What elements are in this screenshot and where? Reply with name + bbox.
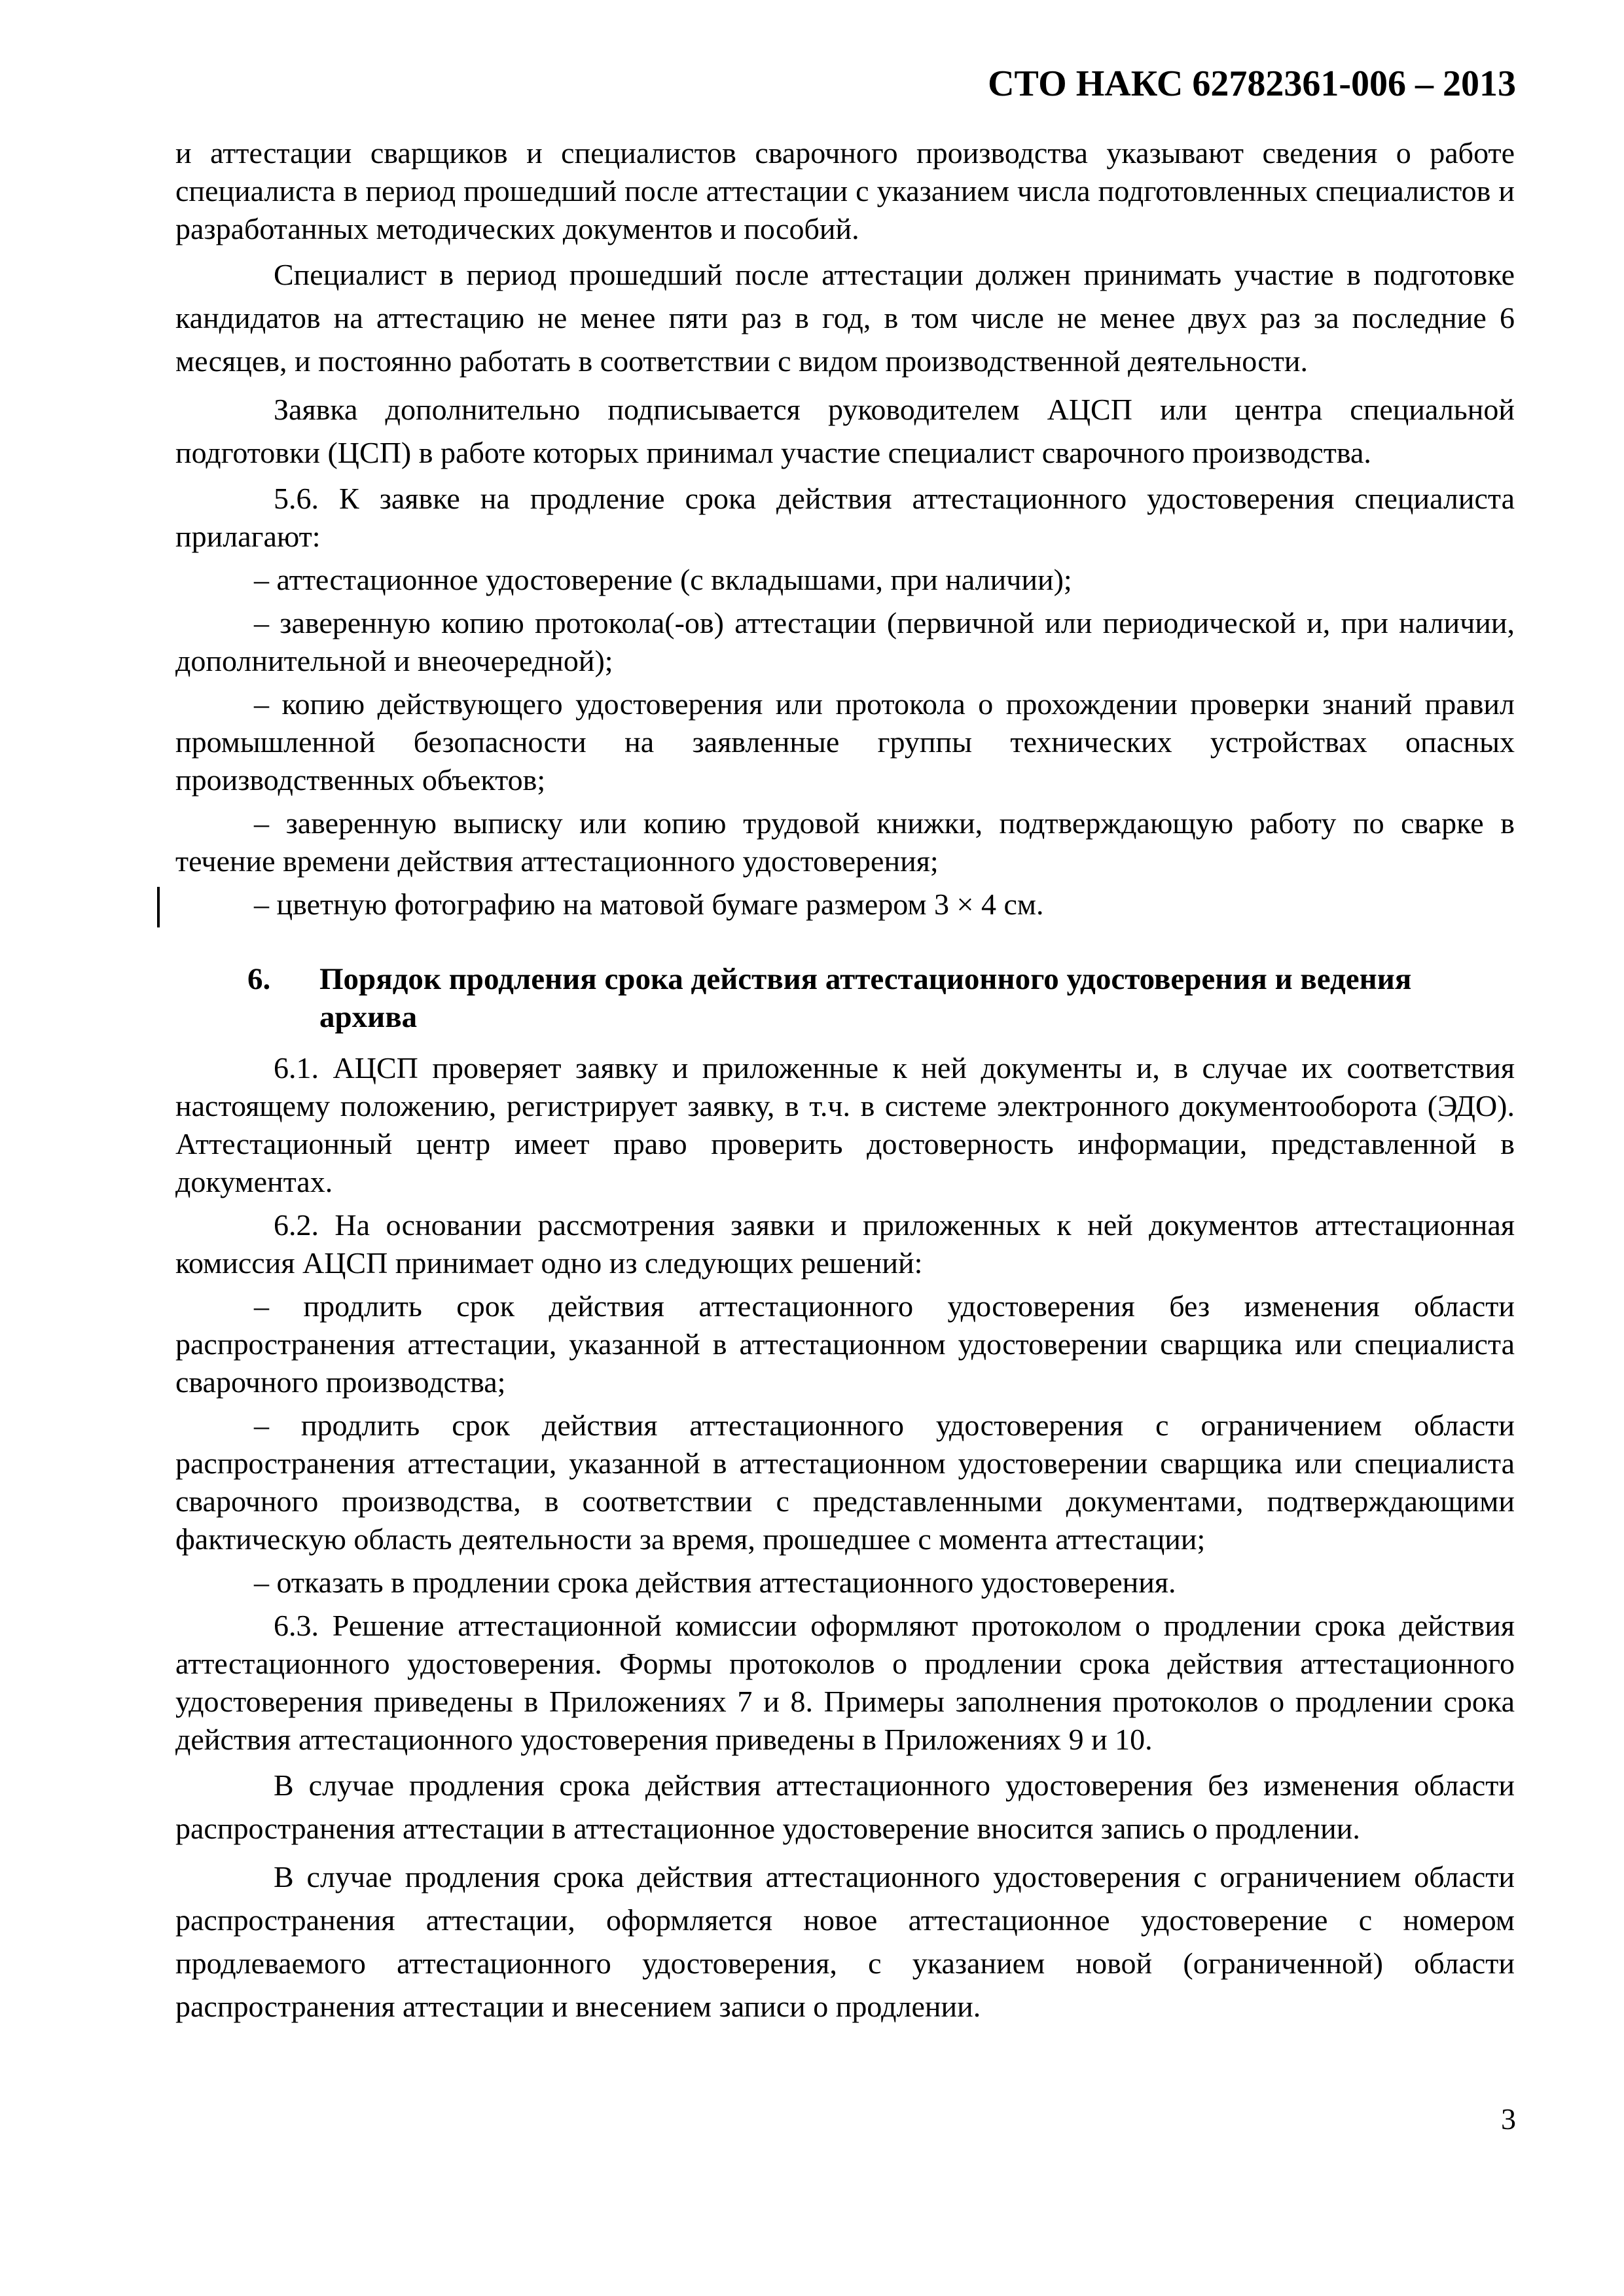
paragraph-6-2: 6.2. На основании рассмотрения заявки и приложенных к ней документов аттестационная комиссия АЦСП принимает одно из следующих решений: [175, 1208, 1515, 1280]
list-item-safety-certificate: – копию действующего удостоверения или протокола о прохождении проверки знаний правил промышленной безопасности на заявленные группы технических устройствах опасных производственных объектов; [175, 687, 1515, 797]
list-item-refuse-extension: – отказать в продлении срока действия аттестационного удостоверения. [254, 1566, 1176, 1599]
section-6-number: 6. [247, 962, 271, 996]
paragraph-6-1: 6.1. АЦСП проверяет заявку и приложенные к ней документы и, в случае их соответствия настоящему положению, регистрирует заявку, в т.ч. в системе электронного документооборота (ЭДО). Аттестационный центр имеет право проверить достоверность информации, представленной в документах. [175, 1051, 1515, 1198]
section-6-title: Порядок продления срока действия аттестационного удостоверения и ведения архива [319, 962, 1412, 1034]
paragraph-5-6: 5.6. К заявке на продление срока действия аттестационного удостоверения специалиста прилагают: [175, 482, 1515, 553]
list-item-extend-with-restriction: – продлить срок действия аттестационного удостоверения с ограничением области распространения аттестации, указанной в аттестационном удостоверении сварщика или специалиста сварочного производства, в соответствии с представленными документами, подтверждающими фактическую область деятельности за время, прошедшее с момента аттестации; [175, 1408, 1515, 1556]
paragraph-6-3: 6.3. Решение аттестационной комиссии оформляют протоколом о продлении срока действия аттестационного удостоверения. Формы протоколов о продлении срока действия аттестационного удостоверения приведены в Приложениях 7 и 8. Примеры заполнения протоколов о продлении срока действия аттестационного удостоверения приведены в Приложениях 9 и 10. [175, 1609, 1515, 1756]
paragraph-continuation: и аттестации сварщиков и специалистов сварочного производства указывают сведения о работе специалиста в период прошедший после аттестации с указанием числа подготовленных специалистов и разработанных методических документов и пособий. [175, 136, 1515, 245]
list-item-certificate: – аттестационное удостоверение (с вкладышами, при наличии); [254, 563, 1072, 596]
section-6-heading [175, 960, 1515, 1036]
page-body [175, 134, 1515, 2034]
paragraph-specialist-participation: Специалист в период прошедший после аттестации должен принимать участие в подготовке кандидатов на аттестацию не менее пяти раз в год, в том числе не менее двух раз за последние 6 месяцев, и постоянно работать в соответствии с видом производственной деятельности. [175, 258, 1515, 378]
paragraph-application-signature: Заявка дополнительно подписывается руководителем АЦСП или центра специальной подготовки (ЦСП) в работе которых принимал участие специалист сварочного производства. [175, 393, 1515, 469]
list-item-extend-without-change: – продлить срок действия аттестационного удостоверения без изменения области распространения аттестации, указанной в аттестационном удостоверении сварщика или специалиста сварочного производства; [175, 1289, 1515, 1399]
paragraph-new-certificate: В случае продления срока действия аттестационного удостоверения с ограничением области распространения аттестации, оформляется новое аттестационное удостоверение с номером продлеваемого аттестационного удостоверения, с указанием новой (ограниченной) области распространения аттестации и внесением записи о продлении. [175, 1860, 1515, 2023]
revision-change-bar [157, 887, 160, 927]
page-number: 3 [1501, 2102, 1516, 2136]
list-item-protocol-copy: – заверенную копию протокола(-ов) аттестации (первичной или периодической и, при наличии, дополнительной и внеочередной); [175, 606, 1515, 677]
document-code-header: СТО НАКС 62782361-006 – 2013 [988, 63, 1516, 104]
list-item-photo: – цветную фотографию на матовой бумаге размером 3 × 4 см. [254, 888, 1044, 921]
list-item-employment-record: – заверенную выписку или копию трудовой книжки, подтверждающую работу по сварке в течение времени действия аттестационного удостоверения; [175, 806, 1515, 878]
paragraph-extension-record: В случае продления срока действия аттестационного удостоверения без изменения области распространения аттестации в аттестационное удостоверение вносится запись о продлении. [175, 1768, 1515, 1845]
